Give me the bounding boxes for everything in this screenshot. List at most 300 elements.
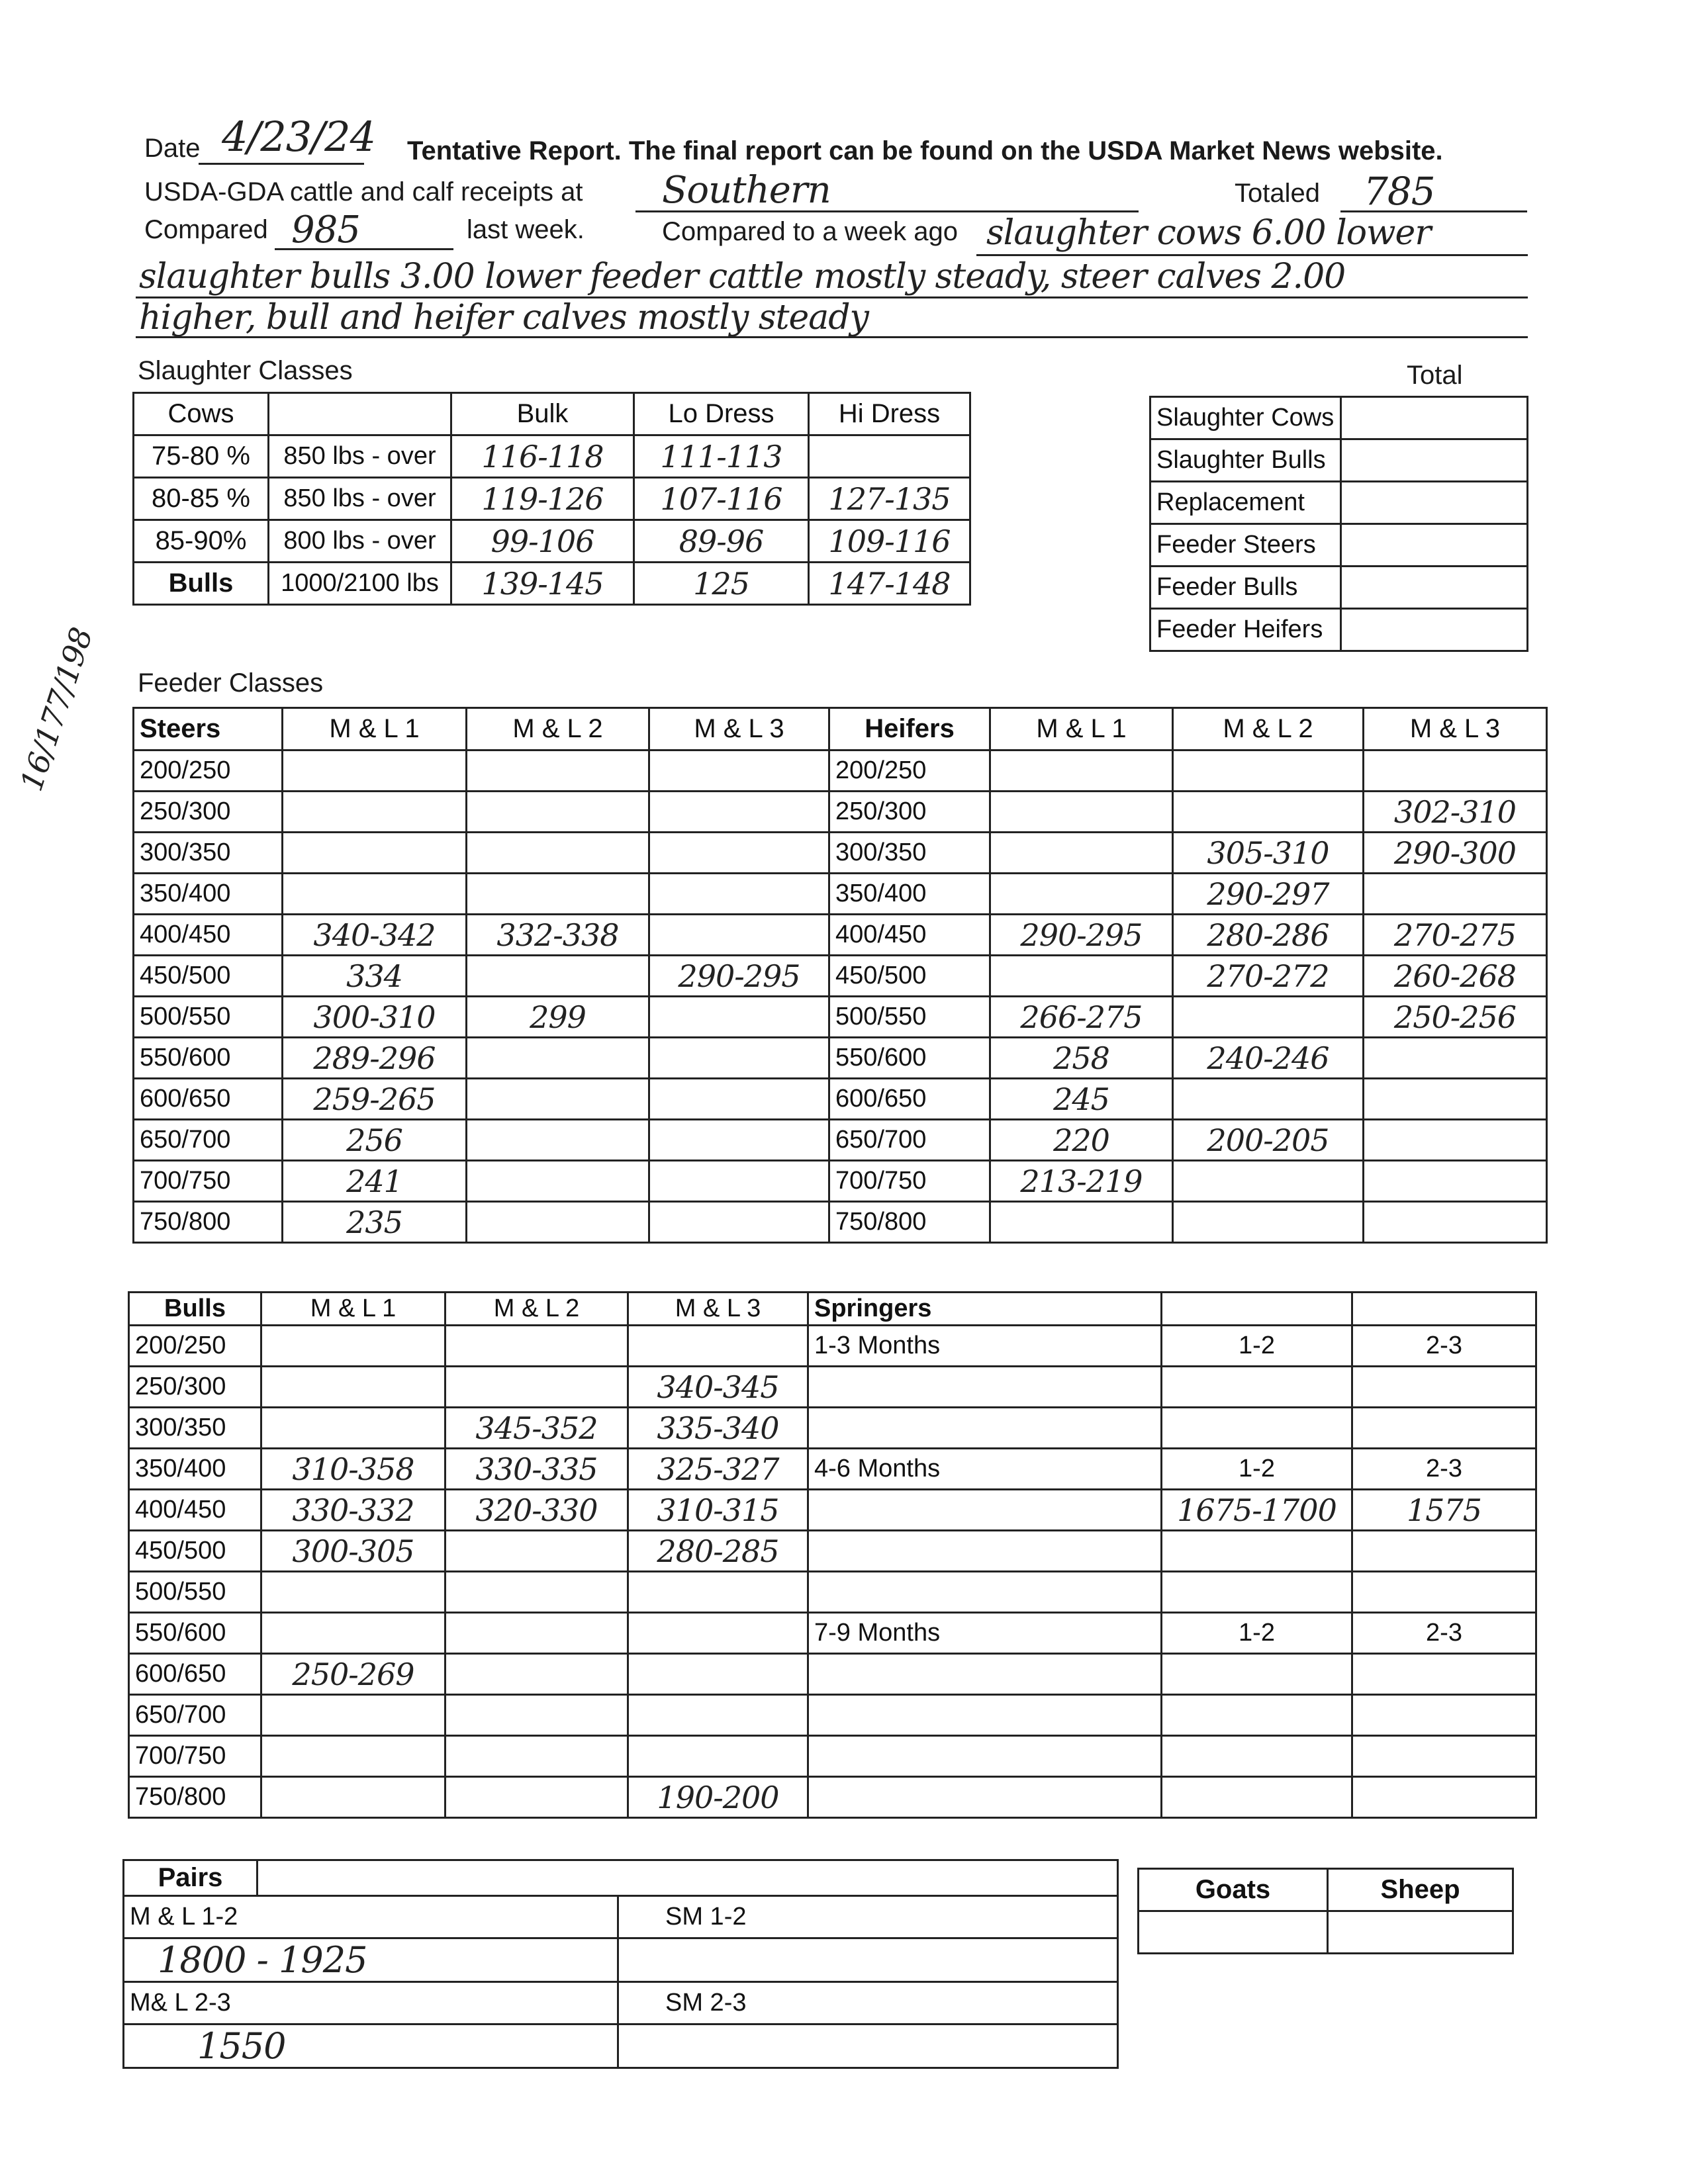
price-cell [1173,997,1364,1038]
price-cell: 340-345 [628,1367,808,1408]
price-cell [467,1038,649,1079]
price-cell: 213-219 [990,1161,1173,1202]
weight-range-cell [808,1367,1162,1408]
lo-dress-cell: 107-116 [634,478,809,520]
price-cell [990,956,1173,997]
price-cell [1364,1161,1547,1202]
price-cell: 1675-1700 [1162,1490,1352,1531]
weight-range-cell: 550/600 [134,1038,283,1079]
price-cell: 305-310 [1173,833,1364,874]
totals-value [1341,482,1528,524]
price-cell [467,833,649,874]
table-row [129,1531,1536,1572]
price-cell [445,1736,628,1777]
price-cell [445,1777,628,1818]
weight-range-cell [808,1736,1162,1777]
weight-range-cell: 750/800 [829,1202,990,1243]
price-cell [467,1079,649,1120]
price-cell: 320-330 [445,1490,628,1531]
price-cell [1364,1120,1547,1161]
slaughter-row [134,478,970,520]
price-cell [628,1572,808,1613]
slaughter-row [134,563,970,605]
price-cell [445,1572,628,1613]
table-row [134,956,1547,997]
bulls-header: Bulls [129,1293,261,1326]
weight-range-cell: 500/550 [829,997,990,1038]
feeder-header: Heifers [829,708,990,751]
weight-cell: 850 lbs - over [269,478,451,520]
weight-range-cell [808,1654,1162,1695]
price-cell [261,1408,445,1449]
price-cell [283,792,467,833]
price-cell: 300-310 [283,997,467,1038]
price-cell [1352,1408,1536,1449]
receipts-label: USDA-GDA cattle and calf receipts at [144,177,583,206]
weight-range-cell: 500/550 [129,1572,261,1613]
table-row [134,1202,1547,1243]
weight-range-cell: 400/450 [129,1490,261,1531]
table-row [129,1449,1536,1490]
weight-range-cell: 350/400 [829,874,990,915]
weight-range-cell [808,1572,1162,1613]
price-cell [1352,1531,1536,1572]
price-cell [1162,1408,1352,1449]
price-cell [649,874,829,915]
weight-range-cell [808,1408,1162,1449]
springers-header: Springers [808,1293,1162,1326]
weight-range-cell: 350/400 [129,1449,261,1490]
weight-cell: 800 lbs - over [269,520,451,563]
price-cell: 190-200 [628,1777,808,1818]
bulk-cell: 119-126 [451,478,634,520]
weight-range-cell: 750/800 [134,1202,283,1243]
price-cell [1352,1367,1536,1408]
price-cell: 310-358 [261,1449,445,1490]
comments-underline-3 [136,336,1528,338]
market-value: Southern [662,169,831,212]
totals-value [1341,524,1528,567]
price-cell [445,1326,628,1367]
feeder-body [134,751,1547,1243]
totals-label: Feeder Steers [1150,524,1341,567]
sm23-value [618,2025,1118,2068]
price-cell [649,1079,829,1120]
table-row [129,1654,1536,1695]
price-cell: 290-295 [649,956,829,997]
price-cell [1162,1367,1352,1408]
bulls-header: M & L 2 [445,1293,628,1326]
weight-range-cell: 250/300 [134,792,283,833]
price-cell [649,1202,829,1243]
price-cell: 1575 [1352,1490,1536,1531]
goats-header: Goats [1139,1869,1328,1911]
slaughter-row [134,520,970,563]
compared-underline [275,248,453,250]
weight-range-cell: 600/650 [134,1079,283,1120]
weight-range-cell: 450/500 [829,956,990,997]
weight-range-cell: 200/250 [134,751,283,792]
price-cell [628,1613,808,1654]
price-cell: 245 [990,1079,1173,1120]
comments-line-1: slaughter cows 6.00 lower [986,213,1431,253]
feeder-header: M & L 2 [1173,708,1364,751]
price-cell [467,792,649,833]
price-cell: 330-332 [261,1490,445,1531]
table-row [129,1326,1536,1367]
price-cell [990,874,1173,915]
goats-value [1139,1911,1328,1954]
price-cell [649,751,829,792]
weight-range-cell: 300/350 [829,833,990,874]
slaughter-header: Cows [134,393,269,435]
hi-dress-cell: 127-135 [809,478,970,520]
class-cell: 80-85 % [134,478,269,520]
market-underline [635,210,1139,212]
price-cell [283,833,467,874]
table-row [134,1038,1547,1079]
table-row [129,1572,1536,1613]
price-cell: 345-352 [445,1408,628,1449]
pairs-title: Pairs [124,1860,258,1896]
table-row [129,1613,1536,1654]
price-cell: 330-335 [445,1449,628,1490]
table-row [134,997,1547,1038]
table-row [129,1490,1536,1531]
bulk-cell: 99-106 [451,520,634,563]
price-cell: 289-296 [283,1038,467,1079]
sheep-header: Sheep [1328,1869,1513,1911]
weight-range-cell: 500/550 [134,997,283,1038]
price-cell: 266-275 [990,997,1173,1038]
weight-range-cell [808,1777,1162,1818]
table-row [134,792,1547,833]
weight-range-cell: 650/700 [829,1120,990,1161]
comments-line-3: higher, bull and heifer calves mostly steady [139,298,868,338]
weight-range-cell: 450/500 [134,956,283,997]
feeder-title: Feeder Classes [138,668,324,698]
price-cell [261,1326,445,1367]
table-row [134,1079,1547,1120]
price-cell: 258 [990,1038,1173,1079]
weight-range-cell: 400/450 [829,915,990,956]
table-row [129,1695,1536,1736]
weight-cell: 850 lbs - over [269,435,451,478]
class-cell: Bulls [134,563,269,605]
table-row [134,833,1547,874]
price-cell [649,1120,829,1161]
totals-value [1341,609,1528,651]
side-note: 16/177/198 [13,623,100,796]
slaughter-header: Lo Dress [634,393,809,435]
price-cell: 290-295 [990,915,1173,956]
price-cell [1162,1654,1352,1695]
weight-range-cell [808,1490,1162,1531]
price-cell [1364,751,1547,792]
ml23-value: 1550 [124,2025,618,2068]
totaled-value: 785 [1364,169,1435,214]
price-cell [990,751,1173,792]
price-cell: 290-297 [1173,874,1364,915]
lo-dress-cell: 89-96 [634,520,809,563]
sm12-value [618,1938,1118,1982]
price-cell: 241 [283,1161,467,1202]
price-cell: 299 [467,997,649,1038]
price-cell [1173,1202,1364,1243]
comments-underline-1 [976,254,1528,256]
price-cell [467,874,649,915]
price-cell [1173,1079,1364,1120]
totaled-label: Totaled [1235,179,1320,208]
price-cell: 280-286 [1173,915,1364,956]
price-cell [628,1695,808,1736]
totals-value [1341,397,1528,439]
price-cell [467,956,649,997]
price-cell [1352,1777,1536,1818]
bulls-header [1352,1293,1536,1326]
price-cell [1162,1777,1352,1818]
price-cell [649,1038,829,1079]
price-cell: 290-300 [1364,833,1547,874]
slaughter-table [132,392,971,606]
compared-label: Compared [144,215,268,244]
price-cell [1173,751,1364,792]
feeder-header: M & L 1 [990,708,1173,751]
weight-range-cell: 4-6 Months [808,1449,1162,1490]
price-cell: 280-285 [628,1531,808,1572]
weight-cell: 1000/2100 lbs [269,563,451,605]
price-cell [1352,1695,1536,1736]
price-cell: 270-275 [1364,915,1547,956]
price-cell [261,1736,445,1777]
slaughter-title: Slaughter Classes [138,356,353,385]
week-ago-label: Compared to a week ago [662,217,958,246]
bulls-header [1162,1293,1352,1326]
price-cell [990,833,1173,874]
weight-range-cell: 250/300 [829,792,990,833]
price-cell [1364,1202,1547,1243]
feeder-header: M & L 1 [283,708,467,751]
pairs-table [122,1859,1119,2069]
weight-range-cell [808,1531,1162,1572]
price-cell [467,1202,649,1243]
weight-range-cell: 550/600 [129,1613,261,1654]
price-cell [467,751,649,792]
totals-label: Replacement [1150,482,1341,524]
price-cell: 325-327 [628,1449,808,1490]
grade-label-cell: 1-2 [1162,1326,1352,1367]
report-notice: Tentative Report. The final report can be found on the USDA Market News website. [407,136,1443,165]
price-cell: 335-340 [628,1408,808,1449]
price-cell [1173,1161,1364,1202]
weight-range-cell: 650/700 [129,1695,261,1736]
last-week-label: last week. [467,215,585,244]
price-cell [1352,1572,1536,1613]
price-cell: 250-256 [1364,997,1547,1038]
grade-label-cell: 2-3 [1352,1326,1536,1367]
totals-label: Feeder Bulls [1150,567,1341,609]
price-cell [628,1326,808,1367]
totals-value [1341,439,1528,482]
totals-label: Slaughter Bulls [1150,439,1341,482]
price-cell [990,1202,1173,1243]
date-underline [199,163,364,165]
table-row [134,1120,1547,1161]
feeder-header: M & L 2 [467,708,649,751]
slaughter-header: Bulk [451,393,634,435]
table-row [134,751,1547,792]
price-cell [467,1120,649,1161]
grade-label-cell: 1-2 [1162,1449,1352,1490]
price-cell [283,874,467,915]
price-cell: 334 [283,956,467,997]
price-cell [649,833,829,874]
feeder-header: M & L 3 [649,708,829,751]
grade-label-cell: 1-2 [1162,1613,1352,1654]
price-cell [990,792,1173,833]
price-cell [445,1695,628,1736]
price-cell [1162,1695,1352,1736]
price-cell [649,1161,829,1202]
price-cell [649,792,829,833]
weight-range-cell: 200/250 [829,751,990,792]
feeder-header: M & L 3 [1364,708,1547,751]
weight-range-cell: 1-3 Months [808,1326,1162,1367]
table-row [129,1777,1536,1818]
totaled-underline [1340,210,1527,212]
date-label: Date [144,134,201,163]
weight-range-cell: 750/800 [129,1777,261,1818]
feeder-header: Steers [134,708,283,751]
weight-range-cell: 450/500 [129,1531,261,1572]
price-cell [1162,1736,1352,1777]
price-cell [261,1695,445,1736]
price-cell: 260-268 [1364,956,1547,997]
totals-table [1149,396,1528,652]
price-cell [649,915,829,956]
ml12-label: M & L 1-2 [124,1896,618,1938]
bulk-cell: 116-118 [451,435,634,478]
slaughter-header [269,393,451,435]
bulls-body [129,1326,1536,1818]
lo-dress-cell: 125 [634,563,809,605]
price-cell: 220 [990,1120,1173,1161]
price-cell [1364,1079,1547,1120]
bulk-cell: 139-145 [451,563,634,605]
table-row [129,1367,1536,1408]
weight-range-cell: 600/650 [829,1079,990,1120]
compared-value: 985 [291,208,360,251]
ml12-value: 1800 - 1925 [124,1938,618,1982]
totals-label: Feeder Heifers [1150,609,1341,651]
price-cell: 259-265 [283,1079,467,1120]
price-cell [261,1777,445,1818]
table-row [134,874,1547,915]
price-cell [628,1654,808,1695]
weight-range-cell: 700/750 [129,1736,261,1777]
sm12-label: SM 1-2 [618,1896,1118,1938]
price-cell [445,1613,628,1654]
price-cell: 310-315 [628,1490,808,1531]
slaughter-row [134,435,970,478]
price-cell [1364,1038,1547,1079]
class-cell: 75-80 % [134,435,269,478]
price-cell [628,1736,808,1777]
bulls-header: M & L 3 [628,1293,808,1326]
weight-range-cell: 650/700 [134,1120,283,1161]
price-cell: 300-305 [261,1531,445,1572]
price-cell [283,751,467,792]
weight-range-cell: 600/650 [129,1654,261,1695]
weight-range-cell: 7-9 Months [808,1613,1162,1654]
price-cell [1173,792,1364,833]
price-cell [1364,874,1547,915]
pairs-header-blank [258,1860,1118,1896]
price-cell: 235 [283,1202,467,1243]
sm23-label: SM 2-3 [618,1982,1118,2025]
ml23-label: M& L 2-3 [124,1982,618,2025]
hi-dress-cell: 109-116 [809,520,970,563]
price-cell [261,1367,445,1408]
price-cell [649,997,829,1038]
hi-dress-cell: 147-148 [809,563,970,605]
totals-title: Total [1407,361,1463,390]
totals-label: Slaughter Cows [1150,397,1341,439]
table-row [129,1408,1536,1449]
price-cell [467,1161,649,1202]
price-cell: 332-338 [467,915,649,956]
table-row [134,1161,1547,1202]
hi-dress-cell [809,435,970,478]
weight-range-cell: 700/750 [829,1161,990,1202]
sheep-value [1328,1911,1513,1954]
price-cell: 270-272 [1173,956,1364,997]
price-cell [445,1367,628,1408]
price-cell [1352,1654,1536,1695]
lo-dress-cell: 111-113 [634,435,809,478]
weight-range-cell [808,1695,1162,1736]
price-cell: 340-342 [283,915,467,956]
date-value: 4/23/24 [222,113,376,161]
weight-range-cell: 400/450 [134,915,283,956]
feeder-table [132,707,1548,1244]
price-cell [261,1613,445,1654]
weight-range-cell: 300/350 [134,833,283,874]
price-cell [261,1572,445,1613]
price-cell: 200-205 [1173,1120,1364,1161]
bulls-table [128,1291,1537,1819]
weight-range-cell: 200/250 [129,1326,261,1367]
table-row [134,915,1547,956]
comments-line-2: slaughter bulls 3.00 lower feeder cattle mostly steady, steer calves 2.00 [139,257,1346,296]
grade-label-cell: 2-3 [1352,1613,1536,1654]
price-cell: 302-310 [1364,792,1547,833]
price-cell [1162,1572,1352,1613]
weight-range-cell: 700/750 [134,1161,283,1202]
price-cell [1162,1531,1352,1572]
goats-sheep-table [1137,1868,1514,1954]
bulls-header: M & L 1 [261,1293,445,1326]
price-cell [445,1654,628,1695]
weight-range-cell: 250/300 [129,1367,261,1408]
weight-range-cell: 300/350 [129,1408,261,1449]
grade-label-cell: 2-3 [1352,1449,1536,1490]
price-cell [445,1531,628,1572]
slaughter-header: Hi Dress [809,393,970,435]
weight-range-cell: 350/400 [134,874,283,915]
totals-value [1341,567,1528,609]
price-cell [1352,1736,1536,1777]
